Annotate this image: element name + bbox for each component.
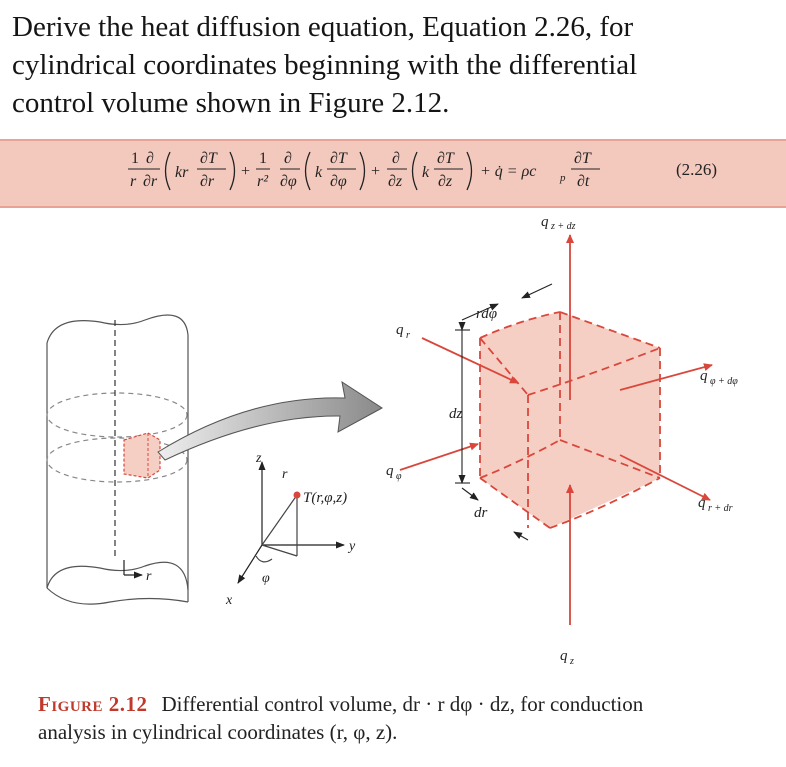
cylinder-r-axis [124, 560, 152, 584]
eq-t3-dT: ∂T [437, 150, 454, 167]
axis-phi-label: φ [262, 571, 270, 586]
q-phi-dphi-label: q [700, 368, 708, 384]
figure-2-12 [0, 212, 786, 682]
axis-y-label: y [349, 539, 356, 554]
q-phi-label: q [386, 463, 394, 479]
eq-t2-rsq: r² [257, 173, 269, 190]
eq-t1-partial: ∂ [146, 150, 154, 167]
q-z-dz-label: q [541, 214, 549, 230]
eq-t2-k: k [315, 164, 323, 181]
eq-t1-r: r [130, 173, 137, 190]
eq-t3-partial: ∂ [392, 150, 400, 167]
q-phi-dphi-sub: φ + dφ [710, 376, 738, 387]
axis-x-label: x [226, 593, 233, 608]
small-control-volume [124, 433, 160, 478]
equation-number: (2.26) [676, 160, 718, 179]
axis-r-label: r [282, 467, 288, 482]
cylinder-r-label: r [146, 569, 152, 584]
q-r-label: q [396, 322, 404, 338]
q-r-sub: r [406, 330, 410, 341]
problem-line-1: Derive the heat diffusion equation, Equation 2.26, for [12, 11, 634, 43]
q-r-dr-sub: r + dr [708, 503, 733, 514]
caption-text-line-1: Differential control volume, dr · r dφ · dz, for conduction [161, 692, 644, 716]
eq-p-sub: p [560, 172, 566, 184]
eq-t2-dT: ∂T [330, 150, 347, 167]
eq-dt: ∂t [577, 173, 590, 190]
eq-t1-dr-den: ∂r [200, 173, 215, 190]
eq-t2-one: 1 [259, 150, 267, 167]
eq-qdot-rhocp: + q̇ = ρc [480, 163, 537, 180]
eq-t2-partial: ∂ [284, 150, 292, 167]
problem-line-2: cylindrical coordinates beginning with the differential [12, 49, 638, 81]
eq-t2-dphi: ∂φ [280, 173, 297, 190]
point-T [294, 492, 301, 499]
eq-t1-dT: ∂T [200, 150, 217, 167]
point-T-label: T(r,φ,z) [303, 490, 348, 506]
r-dphi-label: rdφ [476, 306, 498, 322]
dz-label: dz [449, 406, 463, 422]
problem-line-3: control volume shown in Figure 2.12. [12, 87, 450, 119]
eq-t2-dphi-den: ∂φ [330, 173, 347, 190]
q-z-dz-sub: z + dz [551, 221, 576, 232]
figure-label: Figure 2.12 [38, 692, 148, 716]
magnify-arrow [158, 382, 382, 460]
axis-z-label: z [256, 451, 262, 466]
eq-plus-2: + [371, 163, 381, 180]
problem-statement [12, 8, 772, 122]
q-r-dr-label: q [698, 495, 706, 511]
coordinate-axes [238, 462, 344, 583]
eq-dT-rhs: ∂T [574, 150, 591, 167]
eq-t3-k: k [422, 164, 430, 181]
eq-t3-dz-den: ∂z [438, 173, 453, 190]
q-z-sub: z [570, 656, 574, 667]
eq-t1-kr: kr [175, 164, 189, 181]
figure-caption [38, 690, 758, 746]
eq-t1-dr: ∂r [143, 173, 158, 190]
eq-t1-one: 1 [131, 150, 139, 167]
eq-plus-1: + [241, 163, 251, 180]
dr-label: dr [474, 505, 488, 521]
q-phi-sub: φ [396, 471, 402, 482]
q-z-label: q [560, 648, 568, 664]
heat-diffusion-equation [0, 139, 786, 208]
eq-t3-dz: ∂z [388, 173, 403, 190]
caption-text-line-2: analysis in cylindrical coordinates (r, φ, z). [38, 720, 398, 744]
